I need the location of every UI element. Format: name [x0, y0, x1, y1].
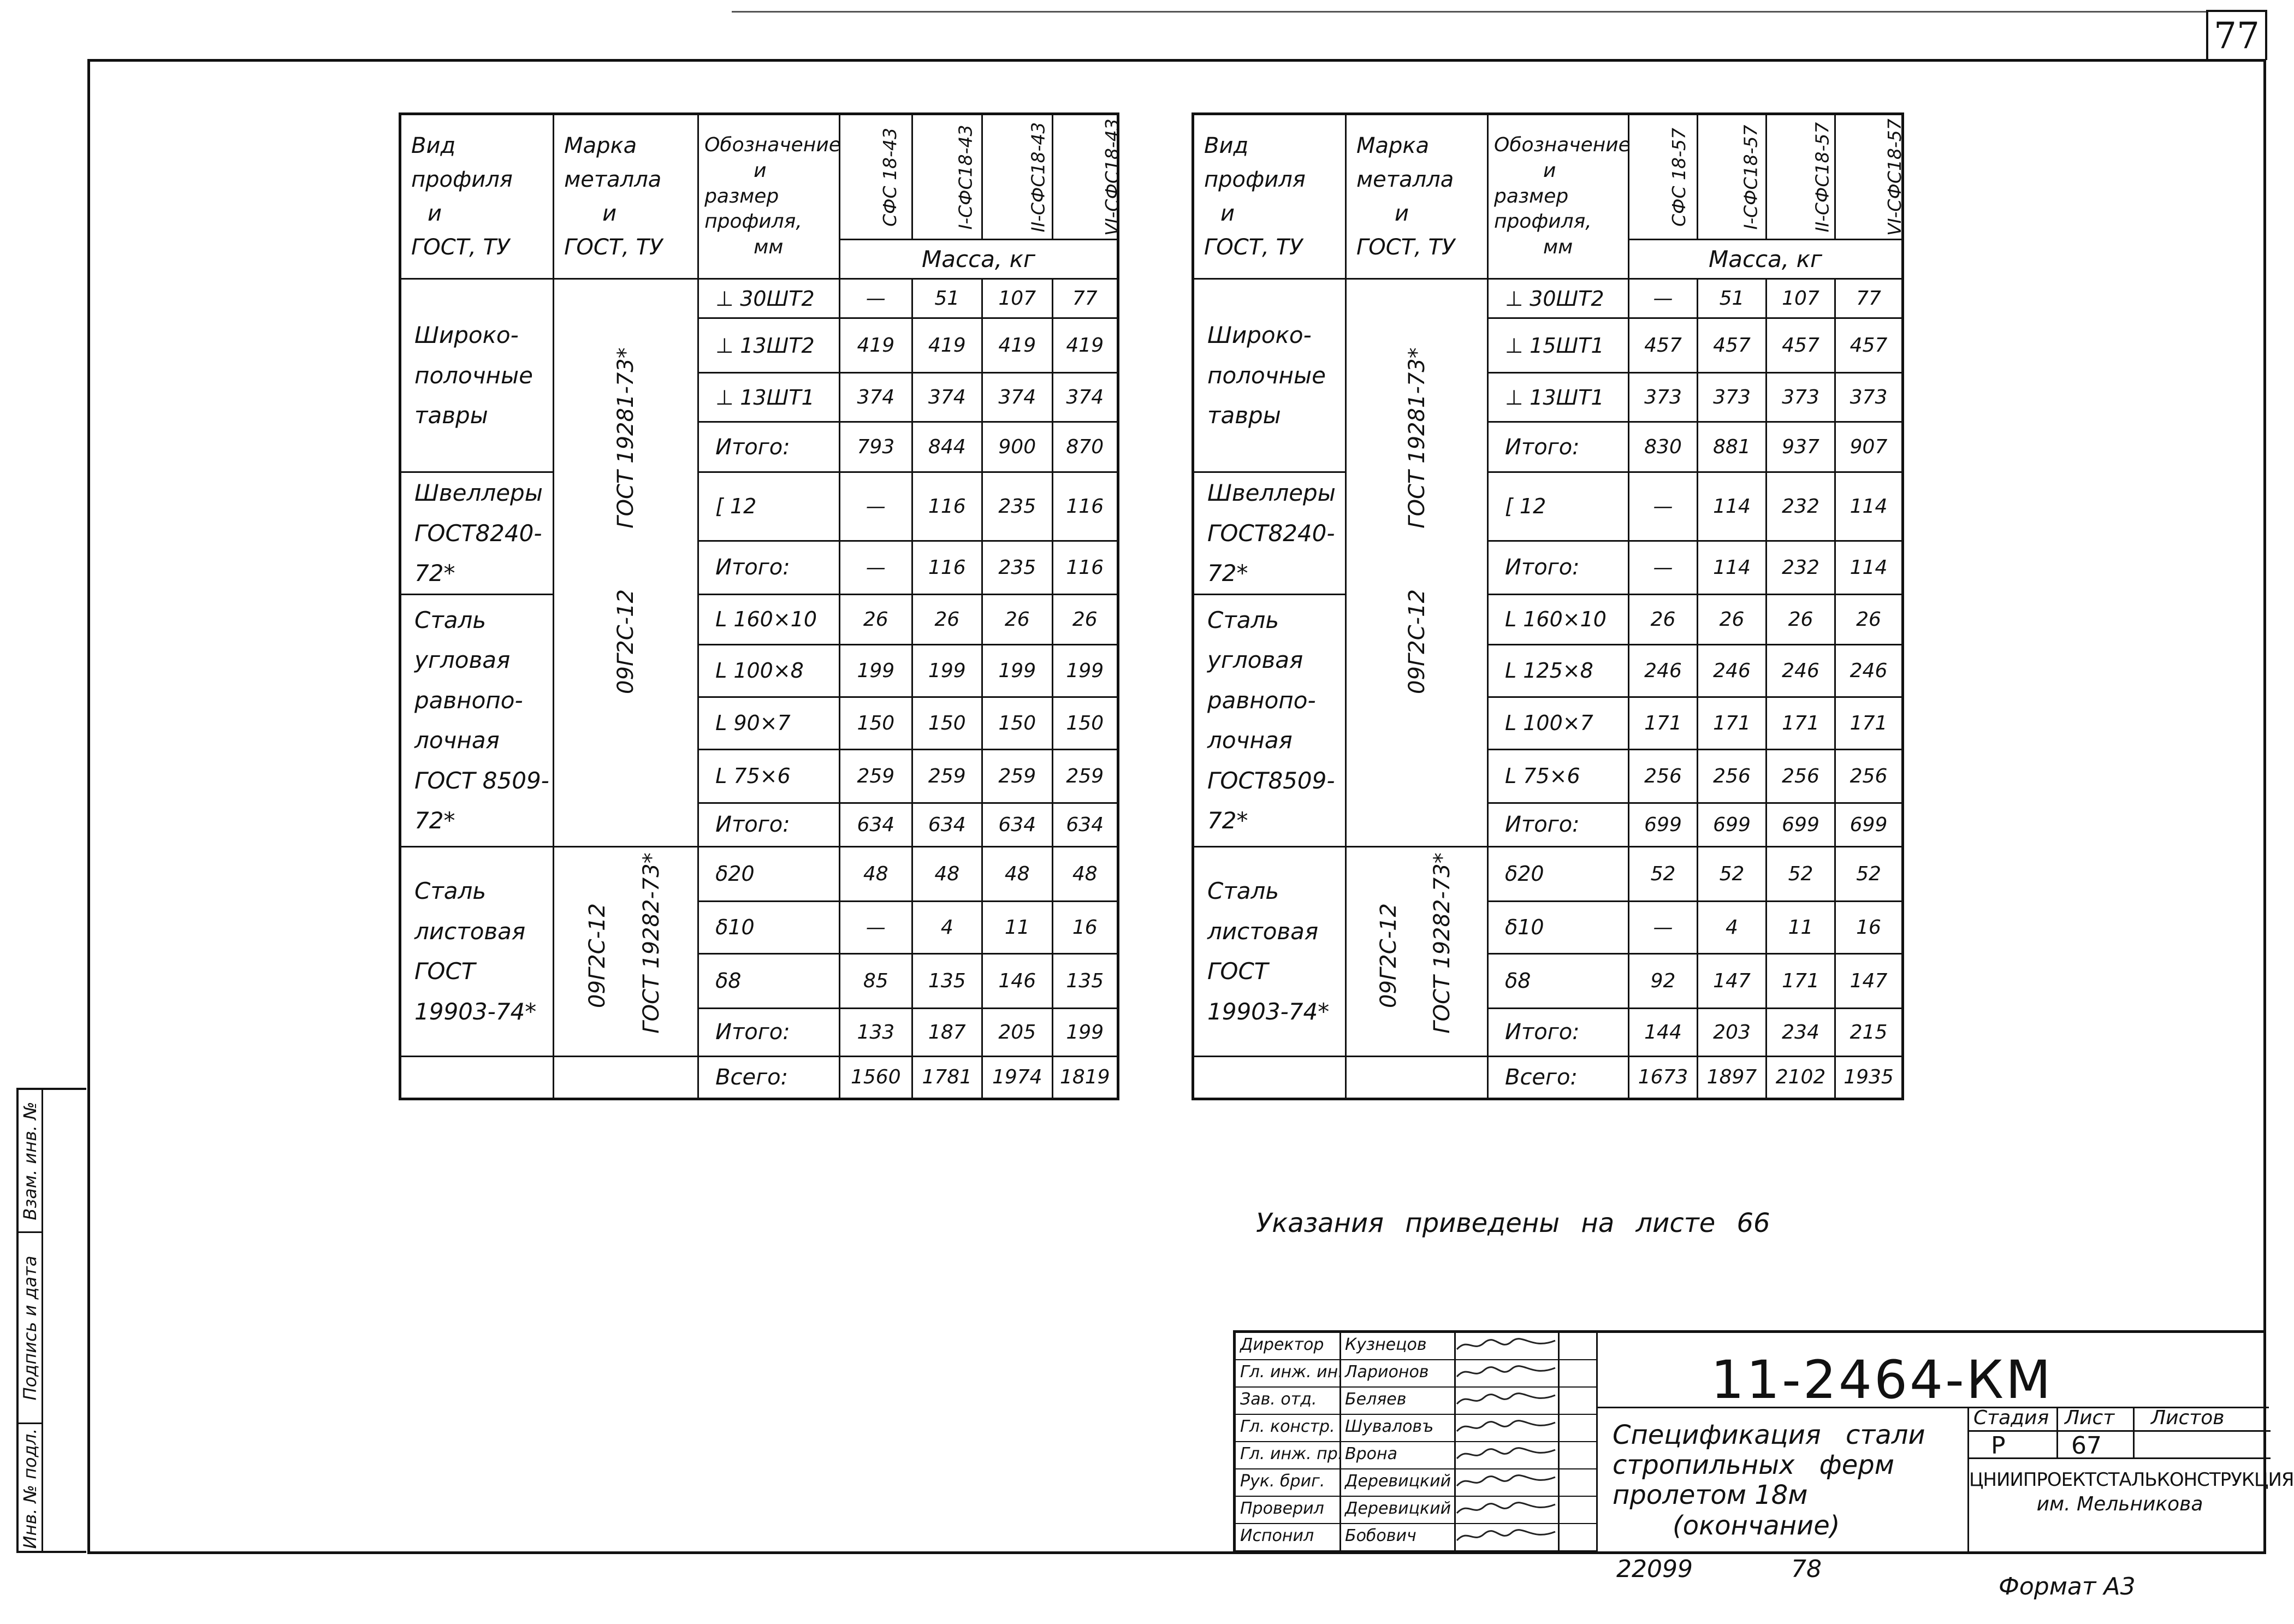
- header-col-4: VI-СФС18-57: [1835, 114, 1903, 240]
- person-name: Кузнецов: [1345, 1335, 1427, 1354]
- profile-group-3: Сталь угловая равнопо- лочная ГОСТ8509-72*: [1193, 594, 1346, 846]
- person-name: Ларионов: [1345, 1362, 1429, 1382]
- profile-size: L 75×6: [1488, 749, 1629, 803]
- person-name: Деревицкий: [1345, 1499, 1451, 1518]
- mass-value: 374: [912, 373, 982, 422]
- mass-value: —: [1629, 901, 1698, 953]
- profile-size: ⊥ 13ШТ1: [698, 373, 840, 422]
- mass-value: 256: [1629, 749, 1698, 803]
- profile-size: δ8: [698, 953, 840, 1008]
- mass-value: 107: [1767, 279, 1835, 318]
- mass-value: 246: [1767, 644, 1835, 697]
- mass-value: 374: [982, 373, 1052, 422]
- role-label: Гл. инж. ин.: [1240, 1362, 1343, 1382]
- mass-value: 199: [840, 644, 912, 697]
- organization: ЦНИИПРОЕКТСТАЛЬКОНСТРУКЦИЯ им. Мельникова: [1969, 1469, 2294, 1516]
- mass-value: 150: [912, 697, 982, 749]
- mass-value: 114: [1835, 541, 1903, 594]
- mass-value: 419: [912, 318, 982, 373]
- steel-grade-cell-1: [1346, 279, 1488, 847]
- side-stamp: [16, 1088, 86, 1553]
- mass-value: 147: [1698, 953, 1767, 1008]
- stage-box: [1967, 1407, 2294, 1554]
- mass-value: 1935: [1835, 1056, 1903, 1099]
- header-mass: Масса, кг: [840, 240, 1118, 279]
- mass-value: 215: [1835, 1008, 1903, 1056]
- mass-value: 699: [1767, 803, 1835, 846]
- mass-value: 171: [1698, 697, 1767, 749]
- mass-value: 2102: [1767, 1056, 1835, 1099]
- mass-value: 26: [1767, 594, 1835, 644]
- mass-value: 881: [1698, 422, 1767, 472]
- title-block-divider: [1596, 1333, 1598, 1554]
- steel-grade-label: 09Г2С-12: [584, 903, 610, 1008]
- mass-value: 256: [1767, 749, 1835, 803]
- mass-value: 187: [912, 1008, 982, 1056]
- title-block-roles: [1236, 1333, 1596, 1554]
- profile-size: δ10: [1488, 901, 1629, 953]
- subtotal-label: Итого:: [1488, 422, 1629, 472]
- mass-value: 135: [1052, 953, 1118, 1008]
- mass-value: 199: [1052, 1008, 1118, 1056]
- mass-value: 26: [1052, 594, 1118, 644]
- profile-group-3: Сталь угловая равнопо- лочная ГОСТ 8509-72*: [400, 594, 554, 846]
- mass-value: 150: [1052, 697, 1118, 749]
- mass-value: 171: [1629, 697, 1698, 749]
- handwritten-signature: [1454, 1364, 1558, 1382]
- side-label-inventory: Инв. № подл.: [20, 1428, 40, 1549]
- mass-value: 48: [982, 846, 1052, 901]
- mass-value: 419: [982, 318, 1052, 373]
- table-row: [400, 279, 1118, 318]
- mass-value: 259: [1052, 749, 1118, 803]
- mass-value: 457: [1629, 318, 1698, 373]
- header-col-3: II-СФС18-57: [1767, 114, 1835, 240]
- mass-value: 77: [1052, 279, 1118, 318]
- mass-value: 199: [1052, 644, 1118, 697]
- subtotal-label: Итого:: [1488, 1008, 1629, 1056]
- header-mass: Масса, кг: [1629, 240, 1903, 279]
- profile-group-total: [1193, 1056, 1346, 1099]
- mass-value: 147: [1835, 953, 1903, 1008]
- mass-value: 1560: [840, 1056, 912, 1099]
- mass-value: 114: [1698, 472, 1767, 541]
- mass-value: 48: [912, 846, 982, 901]
- table-row: [400, 472, 1118, 541]
- mass-value: 830: [1629, 422, 1698, 472]
- mass-value: 699: [1698, 803, 1767, 846]
- mass-value: 116: [912, 541, 982, 594]
- header-col-2: I-СФС18-43: [912, 114, 982, 240]
- mass-value: 634: [1052, 803, 1118, 846]
- mass-value: 146: [982, 953, 1052, 1008]
- mass-value: —: [840, 279, 912, 318]
- mass-value: 844: [912, 422, 982, 472]
- mass-value: 26: [912, 594, 982, 644]
- mass-value: 259: [912, 749, 982, 803]
- mass-value: 116: [912, 472, 982, 541]
- mass-value: 457: [1767, 318, 1835, 373]
- mass-value: 26: [1698, 594, 1767, 644]
- profile-size: δ20: [1488, 846, 1629, 901]
- profile-size: ⊥ 13ШТ1: [1488, 373, 1629, 422]
- mass-value: 900: [982, 422, 1052, 472]
- header-col-1: СФС 18-57: [1629, 114, 1698, 240]
- steel-grade-cell-total: [1346, 1056, 1488, 1099]
- handwritten-signature: [1454, 1445, 1558, 1464]
- mass-value: 51: [1698, 279, 1767, 318]
- mass-value: 793: [840, 422, 912, 472]
- mass-value: 205: [982, 1008, 1052, 1056]
- role-label: Зав. отд.: [1240, 1390, 1317, 1409]
- mass-value: 234: [1767, 1008, 1835, 1056]
- mass-value: 373: [1835, 373, 1903, 422]
- mass-value: 259: [840, 749, 912, 803]
- person-name: Шуваловъ: [1345, 1417, 1434, 1436]
- mass-value: 85: [840, 953, 912, 1008]
- handwritten-signature: [1454, 1500, 1558, 1519]
- mass-value: 114: [1698, 541, 1767, 594]
- handwritten-signature: [1454, 1473, 1558, 1491]
- mass-value: 77: [1835, 279, 1903, 318]
- mass-value: 246: [1629, 644, 1698, 697]
- signature-row: [1236, 1333, 1596, 1360]
- side-cell-inventory: [19, 1424, 42, 1553]
- table-row: [400, 594, 1118, 644]
- mass-value: 235: [982, 472, 1052, 541]
- side-label-signature: Подпись и дата: [20, 1255, 40, 1401]
- mass-value: 870: [1052, 422, 1118, 472]
- profile-size: L 160×10: [698, 594, 840, 644]
- mass-value: 232: [1767, 541, 1835, 594]
- spec-table-left: [399, 112, 1123, 1100]
- mass-value: 937: [1767, 422, 1835, 472]
- profile-size: δ20: [698, 846, 840, 901]
- mass-value: 4: [912, 901, 982, 953]
- mass-value: 1897: [1698, 1056, 1767, 1099]
- mass-value: 135: [912, 953, 982, 1008]
- mass-value: 4: [1698, 901, 1767, 953]
- mass-value: 1819: [1052, 1056, 1118, 1099]
- mass-value: —: [1629, 541, 1698, 594]
- table-row: [1193, 594, 1903, 644]
- sheet-number: 77: [2206, 10, 2267, 60]
- profile-size: L 75×6: [698, 749, 840, 803]
- mass-value: 374: [1052, 373, 1118, 422]
- mass-value: 48: [1052, 846, 1118, 901]
- subtotal-label: Итого:: [1488, 541, 1629, 594]
- header-designation: Обозначение и размер профиля, мм: [698, 114, 840, 279]
- title-block: [1233, 1330, 2294, 1554]
- steel-grade-label: 09Г2С-12: [613, 589, 639, 695]
- table-row: [1193, 1056, 1903, 1099]
- stage-header-row: Стадия Лист Листов: [1969, 1407, 2271, 1432]
- subtotal-label: Итого:: [698, 803, 840, 846]
- signature-row: [1236, 1415, 1596, 1442]
- steel-grade-label: 09Г2С-12: [1404, 589, 1430, 695]
- steel-standard-label: ГОСТ 19282-73*: [1429, 852, 1455, 1034]
- mass-value: 150: [982, 697, 1052, 749]
- mass-value: 48: [840, 846, 912, 901]
- mass-value: 1974: [982, 1056, 1052, 1099]
- mass-value: 634: [912, 803, 982, 846]
- person-name: Деревицкий: [1345, 1472, 1451, 1491]
- subtotal-label: Всего:: [1488, 1056, 1629, 1099]
- mass-value: 246: [1835, 644, 1903, 697]
- profile-group-1: Широко- полочные тавры: [1193, 279, 1346, 472]
- title-block-column-line: [1454, 1333, 1456, 1554]
- mass-value: 246: [1698, 644, 1767, 697]
- mass-value: 150: [840, 697, 912, 749]
- handwritten-signature: [1454, 1418, 1558, 1437]
- mass-value: 171: [1767, 697, 1835, 749]
- profile-group-4: Сталь листовая ГОСТ 19903-74*: [1193, 846, 1346, 1056]
- mass-value: 52: [1629, 846, 1698, 901]
- mass-value: 907: [1835, 422, 1903, 472]
- subtotal-label: Итого:: [698, 541, 840, 594]
- mass-value: 373: [1629, 373, 1698, 422]
- mass-value: 199: [982, 644, 1052, 697]
- profile-size: ⊥ 30ШТ2: [1488, 279, 1629, 318]
- steel-grade-cell-2: [1346, 846, 1488, 1056]
- subtotal-label: Итого:: [698, 1008, 840, 1056]
- steel-standard-label: ГОСТ 19282-73*: [639, 852, 665, 1034]
- subtotal-label: Всего:: [698, 1056, 840, 1099]
- mass-value: 11: [982, 901, 1052, 953]
- mass-value: 144: [1629, 1008, 1698, 1056]
- mass-value: 232: [1767, 472, 1835, 541]
- format-label: Формат А3: [1999, 1573, 2136, 1601]
- table-row: [1193, 279, 1903, 318]
- mass-value: —: [1629, 279, 1698, 318]
- mass-value: 634: [982, 803, 1052, 846]
- mass-value: 16: [1052, 901, 1118, 953]
- mass-value: 457: [1698, 318, 1767, 373]
- profile-size: L 125×8: [1488, 644, 1629, 697]
- signature-row: [1236, 1524, 1596, 1551]
- side-label-replacement: Взам. инв. №: [20, 1101, 40, 1220]
- mass-value: 256: [1698, 749, 1767, 803]
- mass-value: —: [840, 901, 912, 953]
- handwritten-signature: [1454, 1391, 1558, 1409]
- mass-value: 116: [1052, 472, 1118, 541]
- mass-value: 92: [1629, 953, 1698, 1008]
- handwritten-signature: [1454, 1336, 1558, 1355]
- header-profile: Вид профиля и ГОСТ, ТУ: [1193, 114, 1346, 279]
- mass-value: 52: [1835, 846, 1903, 901]
- signature-row: [1236, 1360, 1596, 1388]
- table-row: [400, 1056, 1118, 1099]
- mass-value: 699: [1835, 803, 1903, 846]
- header-col-3: II-СФС18-43: [982, 114, 1052, 240]
- inventory-number: 22099: [1616, 1555, 1693, 1583]
- profile-size: ⊥ 15ШТ1: [1488, 318, 1629, 373]
- profile-group-2: Швеллеры ГОСТ8240-72*: [1193, 472, 1346, 595]
- steel-standard-label: ГОСТ 19281-73*: [1404, 347, 1430, 529]
- table-row: [1193, 472, 1903, 541]
- mass-value: 133: [840, 1008, 912, 1056]
- mass-value: 199: [912, 644, 982, 697]
- header-steel: Марка металла и ГОСТ, ТУ: [554, 114, 698, 279]
- subtotal-label: Итого:: [1488, 803, 1629, 846]
- mass-value: 373: [1698, 373, 1767, 422]
- profile-size: δ10: [698, 901, 840, 953]
- top-rule: [732, 11, 2206, 13]
- signature-row: [1236, 1469, 1596, 1497]
- mass-value: 171: [1835, 697, 1903, 749]
- mass-value: 26: [1629, 594, 1698, 644]
- signature-row: [1236, 1442, 1596, 1469]
- profile-size: δ8: [1488, 953, 1629, 1008]
- steel-standard-label: ГОСТ 19281-73*: [613, 347, 639, 529]
- role-label: Гл. инж. пр.: [1240, 1444, 1343, 1463]
- side-cell-replacement: [19, 1090, 42, 1233]
- mass-value: —: [1629, 472, 1698, 541]
- mass-value: 419: [1052, 318, 1118, 373]
- profile-size: L 100×8: [698, 644, 840, 697]
- mass-value: 52: [1767, 846, 1835, 901]
- role-label: Гл. констр.: [1240, 1417, 1335, 1436]
- handwritten-signature: [1454, 1527, 1558, 1546]
- mass-value: 52: [1698, 846, 1767, 901]
- header-col-1: СФС 18-43: [840, 114, 912, 240]
- mass-value: 26: [982, 594, 1052, 644]
- steel-grade-cell-2: [554, 846, 698, 1056]
- mass-value: 419: [840, 318, 912, 373]
- profile-group-1: Широко- полочные тавры: [400, 279, 554, 472]
- profile-size: L 160×10: [1488, 594, 1629, 644]
- mass-value: 1781: [912, 1056, 982, 1099]
- document-code: 11-2464-КМ: [1711, 1349, 2053, 1410]
- subtotal-label: Итого:: [698, 422, 840, 472]
- mass-value: 374: [840, 373, 912, 422]
- mass-value: 116: [1052, 541, 1118, 594]
- mass-value: 26: [840, 594, 912, 644]
- stage-value-row: Р 67: [1969, 1432, 2271, 1459]
- table-row: [400, 846, 1118, 901]
- mass-value: —: [840, 541, 912, 594]
- note-text: Указания приведены на листе 66: [1256, 1208, 1770, 1238]
- mass-value: 114: [1835, 472, 1903, 541]
- person-name: Беляев: [1345, 1390, 1407, 1409]
- mass-value: 373: [1767, 373, 1835, 422]
- mass-value: 51: [912, 279, 982, 318]
- signature-row: [1236, 1497, 1596, 1524]
- signature-row: [1236, 1388, 1596, 1415]
- person-name: Бобович: [1345, 1526, 1416, 1545]
- header-col-4: VI-СФС18-43: [1052, 114, 1118, 240]
- mass-value: —: [840, 472, 912, 541]
- header-profile: Вид профиля и ГОСТ, ТУ: [400, 114, 554, 279]
- mass-value: 11: [1767, 901, 1835, 953]
- profile-group-total: [400, 1056, 554, 1099]
- header-col-2: I-СФС18-57: [1698, 114, 1767, 240]
- header-steel: Марка металла и ГОСТ, ТУ: [1346, 114, 1488, 279]
- profile-size: [ 12: [698, 472, 840, 541]
- mass-value: 171: [1767, 953, 1835, 1008]
- copy-number: 78: [1791, 1555, 1822, 1583]
- table-row: [1193, 846, 1903, 901]
- role-label: Директор: [1240, 1335, 1324, 1354]
- spec-table-right: [1192, 112, 1904, 1100]
- mass-value: 457: [1835, 318, 1903, 373]
- role-label: Проверил: [1240, 1499, 1324, 1518]
- title-block-column-line: [1339, 1333, 1341, 1554]
- document-title: Спецификация стали стропильных ферм пролетом 18м (окончание): [1613, 1420, 1925, 1541]
- mass-value: 16: [1835, 901, 1903, 953]
- role-label: Рук. бриг.: [1240, 1472, 1325, 1491]
- header-designation: Обозначение и размер профиля, мм: [1488, 114, 1629, 279]
- mass-value: 699: [1629, 803, 1698, 846]
- person-name: Врона: [1345, 1444, 1397, 1463]
- mass-value: 235: [982, 541, 1052, 594]
- mass-value: 26: [1835, 594, 1903, 644]
- profile-size: ⊥ 13ШТ2: [698, 318, 840, 373]
- steel-grade-cell-1: [554, 279, 698, 847]
- mass-value: 1673: [1629, 1056, 1698, 1099]
- side-cell-signature: [19, 1233, 42, 1424]
- role-label: Испонил: [1240, 1526, 1314, 1545]
- profile-group-4: Сталь листовая ГОСТ 19903-74*: [400, 846, 554, 1056]
- mass-value: 634: [840, 803, 912, 846]
- profile-size: L 100×7: [1488, 697, 1629, 749]
- steel-grade-label: 09Г2С-12: [1376, 903, 1402, 1008]
- profile-size: ⊥ 30ШТ2: [698, 279, 840, 318]
- mass-value: 259: [982, 749, 1052, 803]
- mass-value: 107: [982, 279, 1052, 318]
- mass-value: 203: [1698, 1008, 1767, 1056]
- profile-size: [ 12: [1488, 472, 1629, 541]
- profile-group-2: Швеллеры ГОСТ8240-72*: [400, 472, 554, 595]
- title-block-column-line: [1558, 1333, 1560, 1554]
- steel-grade-cell-total: [554, 1056, 698, 1099]
- profile-size: L 90×7: [698, 697, 840, 749]
- mass-value: 256: [1835, 749, 1903, 803]
- side-stamp-divider: [42, 1090, 43, 1551]
